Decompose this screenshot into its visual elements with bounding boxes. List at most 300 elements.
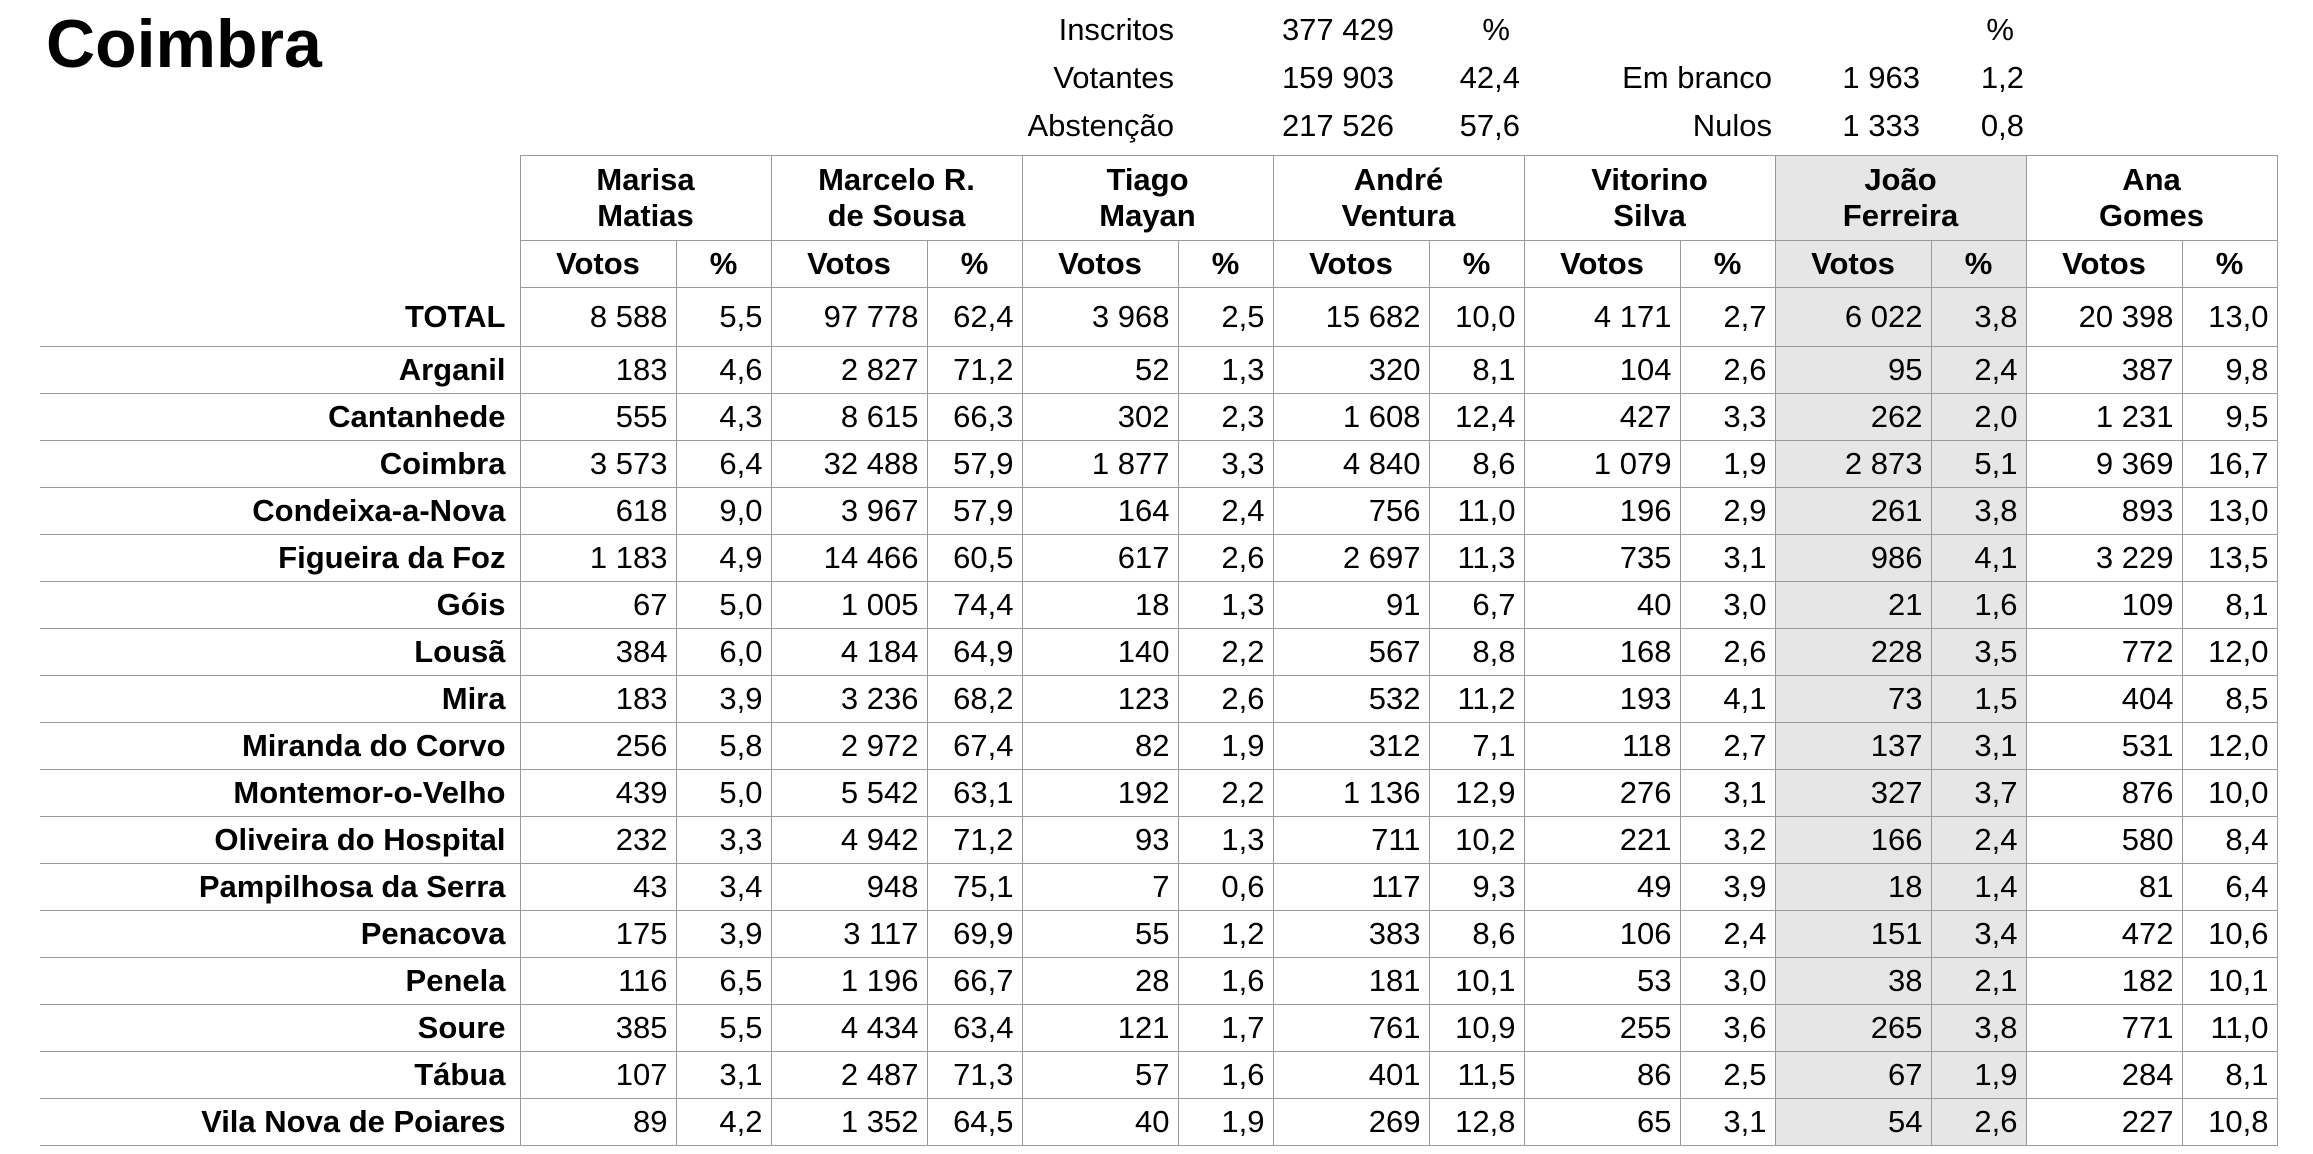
votes-cell: 255 (1524, 1005, 1680, 1052)
votes-cell: 123 (1022, 676, 1178, 723)
percent-cell: 3,1 (1680, 1099, 1775, 1146)
percent-cell: 5,0 (676, 770, 771, 817)
percent-cell: 8,6 (1429, 441, 1524, 488)
percent-cell: 57,9 (927, 488, 1022, 535)
votes-cell: 1 005 (771, 582, 927, 629)
votes-cell: 168 (1524, 629, 1680, 676)
percent-cell: 66,7 (927, 958, 1022, 1005)
percent-cell: 10,1 (1429, 958, 1524, 1005)
percent-cell: 68,2 (927, 676, 1022, 723)
candidate-header-row (40, 156, 2277, 241)
votes-header: Votos (1524, 241, 1680, 288)
votes-cell: 276 (1524, 770, 1680, 817)
nulos-value: 1 333 (1842, 108, 1920, 143)
em-branco-value: 1 963 (1842, 60, 1920, 95)
votes-cell: 876 (2026, 770, 2182, 817)
percent-cell: 5,8 (676, 723, 771, 770)
percent-cell: 4,6 (676, 347, 771, 394)
percent-cell: 63,4 (927, 1005, 1022, 1052)
votes-cell: 320 (1273, 347, 1429, 394)
percent-cell: 1,3 (1178, 347, 1273, 394)
percent-cell: 71,2 (927, 817, 1022, 864)
pct-header: % (927, 241, 1022, 288)
votes-cell: 269 (1273, 1099, 1429, 1146)
percent-cell: 10,8 (2182, 1099, 2277, 1146)
percent-cell: 3,8 (1931, 288, 2026, 347)
votes-cell: 93 (1022, 817, 1178, 864)
row-label: Cantanhede (40, 394, 520, 441)
percent-cell: 5,5 (676, 1005, 771, 1052)
percent-cell: 2,6 (1178, 535, 1273, 582)
votes-cell: 4 434 (771, 1005, 927, 1052)
percent-cell: 11,3 (1429, 535, 1524, 582)
votes-cell: 91 (1273, 582, 1429, 629)
votes-cell: 1 877 (1022, 441, 1178, 488)
votantes-pct: 42,4 (1459, 60, 1520, 95)
percent-cell: 4,9 (676, 535, 771, 582)
votes-cell: 256 (520, 723, 676, 770)
votes-cell: 384 (520, 629, 676, 676)
percent-cell: 3,1 (1680, 770, 1775, 817)
votes-cell: 43 (520, 864, 676, 911)
votes-header: Votos (1775, 241, 1931, 288)
percent-cell: 1,4 (1931, 864, 2026, 911)
candidate-header: Marisa Matias (520, 156, 771, 241)
percent-cell: 13,0 (2182, 488, 2277, 535)
percent-cell: 16,7 (2182, 441, 2277, 488)
pct-header: % (1931, 241, 2026, 288)
percent-cell: 6,5 (676, 958, 771, 1005)
percent-cell: 9,8 (2182, 347, 2277, 394)
votes-cell: 67 (520, 582, 676, 629)
row-label: Figueira da Foz (40, 535, 520, 582)
votes-cell: 8 588 (520, 288, 676, 347)
votantes-value: 159 903 (1281, 60, 1394, 95)
percent-cell: 2,2 (1178, 629, 1273, 676)
percent-cell: 2,7 (1680, 723, 1775, 770)
votes-cell: 261 (1775, 488, 1931, 535)
votes-cell: 82 (1022, 723, 1178, 770)
percent-cell: 8,1 (2182, 1052, 2277, 1099)
percent-cell: 2,2 (1178, 770, 1273, 817)
percent-cell: 2,6 (1680, 347, 1775, 394)
percent-cell: 67,4 (927, 723, 1022, 770)
votes-cell: 227 (2026, 1099, 2182, 1146)
votes-cell: 580 (2026, 817, 2182, 864)
percent-cell: 2,4 (1680, 911, 1775, 958)
percent-cell: 3,0 (1680, 582, 1775, 629)
votes-cell: 86 (1524, 1052, 1680, 1099)
votes-cell: 4 171 (1524, 288, 1680, 347)
pct-header: % (2182, 241, 2277, 288)
percent-cell: 8,5 (2182, 676, 2277, 723)
percent-cell: 5,0 (676, 582, 771, 629)
votes-cell: 3 236 (771, 676, 927, 723)
inscritos-value: 377 429 (1281, 12, 1394, 47)
votes-cell: 1 136 (1273, 770, 1429, 817)
votes-cell: 1 196 (771, 958, 927, 1005)
votes-cell: 151 (1775, 911, 1931, 958)
percent-cell: 10,0 (2182, 770, 2277, 817)
table-row (40, 1099, 2277, 1146)
votes-cell: 181 (1273, 958, 1429, 1005)
percent-cell: 3,9 (676, 676, 771, 723)
row-label: Condeixa-a-Nova (40, 488, 520, 535)
row-label: Soure (40, 1005, 520, 1052)
percent-cell: 3,9 (1680, 864, 1775, 911)
votes-cell: 221 (1524, 817, 1680, 864)
pct-header: % (1680, 241, 1775, 288)
votes-header: Votos (771, 241, 927, 288)
header-blank (40, 156, 520, 241)
percent-cell: 12,9 (1429, 770, 1524, 817)
votes-cell: 532 (1273, 676, 1429, 723)
votes-cell: 986 (1775, 535, 1931, 582)
percent-cell: 3,1 (1680, 535, 1775, 582)
percent-cell: 12,8 (1429, 1099, 1524, 1146)
votes-cell: 40 (1022, 1099, 1178, 1146)
percent-cell: 3,2 (1680, 817, 1775, 864)
percent-cell: 3,8 (1931, 488, 2026, 535)
percent-cell: 2,5 (1680, 1052, 1775, 1099)
votes-cell: 472 (2026, 911, 2182, 958)
votes-cell: 4 840 (1273, 441, 1429, 488)
votes-cell: 192 (1022, 770, 1178, 817)
percent-cell: 8,1 (2182, 582, 2277, 629)
votes-cell: 2 697 (1273, 535, 1429, 582)
votes-cell: 109 (2026, 582, 2182, 629)
percent-cell: 60,5 (927, 535, 1022, 582)
votes-cell: 948 (771, 864, 927, 911)
votes-cell: 81 (2026, 864, 2182, 911)
percent-cell: 2,7 (1680, 288, 1775, 347)
percent-cell: 64,9 (927, 629, 1022, 676)
percent-cell: 4,1 (1931, 535, 2026, 582)
votes-cell: 8 615 (771, 394, 927, 441)
percent-cell: 1,7 (1178, 1005, 1273, 1052)
table-row (40, 347, 2277, 394)
table-row (40, 723, 2277, 770)
votes-cell: 383 (1273, 911, 1429, 958)
row-label: Góis (40, 582, 520, 629)
votes-cell: 32 488 (771, 441, 927, 488)
votes-cell: 771 (2026, 1005, 2182, 1052)
inscritos-label: Inscritos (1058, 12, 1174, 47)
votes-cell: 193 (1524, 676, 1680, 723)
percent-cell: 2,4 (1178, 488, 1273, 535)
votes-cell: 28 (1022, 958, 1178, 1005)
row-label: Tábua (40, 1052, 520, 1099)
votes-cell: 3 968 (1022, 288, 1178, 347)
percent-cell: 11,5 (1429, 1052, 1524, 1099)
em-branco-pct: 1,2 (1980, 60, 2024, 95)
table-row (40, 911, 2277, 958)
nulos-pct: 0,8 (1980, 108, 2024, 143)
votes-cell: 427 (1524, 394, 1680, 441)
table-row (40, 770, 2277, 817)
votes-cell: 1 608 (1273, 394, 1429, 441)
table-row (40, 1052, 2277, 1099)
percent-cell: 3,0 (1680, 958, 1775, 1005)
table-row (40, 817, 2277, 864)
row-label: Pampilhosa da Serra (40, 864, 520, 911)
candidate-header: Ana Gomes (2026, 156, 2277, 241)
percent-cell: 13,0 (2182, 288, 2277, 347)
votes-cell: 183 (520, 676, 676, 723)
percent-cell: 11,0 (1429, 488, 1524, 535)
percent-cell: 8,1 (1429, 347, 1524, 394)
votes-cell: 14 466 (771, 535, 927, 582)
row-label: Miranda do Corvo (40, 723, 520, 770)
candidate-header: André Ventura (1273, 156, 1524, 241)
percent-cell: 74,4 (927, 582, 1022, 629)
votes-cell: 182 (2026, 958, 2182, 1005)
percent-cell: 11,0 (2182, 1005, 2277, 1052)
percent-cell: 3,1 (676, 1052, 771, 1099)
votes-cell: 53 (1524, 958, 1680, 1005)
votes-cell: 118 (1524, 723, 1680, 770)
percent-cell: 10,6 (2182, 911, 2277, 958)
row-label: Oliveira do Hospital (40, 817, 520, 864)
votes-cell: 54 (1775, 1099, 1931, 1146)
results-table (40, 155, 2278, 1146)
percent-cell: 1,6 (1178, 1052, 1273, 1099)
percent-cell: 10,0 (1429, 288, 1524, 347)
percent-cell: 4,1 (1680, 676, 1775, 723)
votes-cell: 2 873 (1775, 441, 1931, 488)
row-label: Vila Nova de Poiares (40, 1099, 520, 1146)
table-row (40, 958, 2277, 1005)
candidate-header: Tiago Mayan (1022, 156, 1273, 241)
percent-cell: 8,6 (1429, 911, 1524, 958)
votes-cell: 97 778 (771, 288, 927, 347)
votes-cell: 4 184 (771, 629, 927, 676)
percent-cell: 2,0 (1931, 394, 2026, 441)
votes-cell: 121 (1022, 1005, 1178, 1052)
votes-cell: 385 (520, 1005, 676, 1052)
percent-cell: 10,9 (1429, 1005, 1524, 1052)
votes-cell: 1 352 (771, 1099, 927, 1146)
percent-cell: 6,7 (1429, 582, 1524, 629)
votes-cell: 711 (1273, 817, 1429, 864)
votes-header: Votos (2026, 241, 2182, 288)
percent-cell: 3,8 (1931, 1005, 2026, 1052)
votes-cell: 2 972 (771, 723, 927, 770)
results-body (40, 288, 2277, 1146)
votes-header: Votos (1022, 241, 1178, 288)
percent-cell: 8,8 (1429, 629, 1524, 676)
votes-cell: 3 117 (771, 911, 927, 958)
pct-header: % (676, 241, 771, 288)
votes-cell: 4 942 (771, 817, 927, 864)
votes-cell: 284 (2026, 1052, 2182, 1099)
em-branco-label: Em branco (1622, 60, 1772, 95)
percent-cell: 12,0 (2182, 629, 2277, 676)
percent-cell: 1,2 (1178, 911, 1273, 958)
percent-cell: 12,0 (2182, 723, 2277, 770)
votes-cell: 265 (1775, 1005, 1931, 1052)
percent-cell: 57,9 (927, 441, 1022, 488)
votes-cell: 3 229 (2026, 535, 2182, 582)
percent-cell: 9,5 (2182, 394, 2277, 441)
percent-cell: 1,3 (1178, 582, 1273, 629)
percent-cell: 2,3 (1178, 394, 1273, 441)
table-row (40, 629, 2277, 676)
votes-cell: 117 (1273, 864, 1429, 911)
votes-cell: 893 (2026, 488, 2182, 535)
table-row (40, 488, 2277, 535)
percent-cell: 2,9 (1680, 488, 1775, 535)
votes-cell: 617 (1022, 535, 1178, 582)
candidate-header: Marcelo R. de Sousa (771, 156, 1022, 241)
percent-cell: 0,6 (1178, 864, 1273, 911)
votes-cell: 40 (1524, 582, 1680, 629)
votes-cell: 1 183 (520, 535, 676, 582)
percent-cell: 64,5 (927, 1099, 1022, 1146)
votes-cell: 1 079 (1524, 441, 1680, 488)
votes-cell: 439 (520, 770, 676, 817)
percent-cell: 1,9 (1178, 723, 1273, 770)
percent-cell: 71,2 (927, 347, 1022, 394)
votes-cell: 95 (1775, 347, 1931, 394)
percent-cell: 3,5 (1931, 629, 2026, 676)
percent-cell: 2,6 (1178, 676, 1273, 723)
percent-cell: 10,2 (1429, 817, 1524, 864)
row-label: Penacova (40, 911, 520, 958)
percent-cell: 1,9 (1680, 441, 1775, 488)
pct-header-1: % (1482, 12, 1510, 47)
percent-cell: 3,3 (676, 817, 771, 864)
votes-cell: 38 (1775, 958, 1931, 1005)
votes-cell: 183 (520, 347, 676, 394)
votes-cell: 327 (1775, 770, 1931, 817)
percent-cell: 7,1 (1429, 723, 1524, 770)
votes-cell: 196 (1524, 488, 1680, 535)
percent-cell: 1,6 (1178, 958, 1273, 1005)
percent-cell: 3,4 (676, 864, 771, 911)
percent-cell: 2,1 (1931, 958, 2026, 1005)
percent-cell: 2,5 (1178, 288, 1273, 347)
percent-cell: 66,3 (927, 394, 1022, 441)
percent-cell: 69,9 (927, 911, 1022, 958)
percent-cell: 3,1 (1931, 723, 2026, 770)
row-label: Penela (40, 958, 520, 1005)
votes-cell: 312 (1273, 723, 1429, 770)
abstencao-label: Abstenção (1027, 108, 1174, 143)
votes-cell: 89 (520, 1099, 676, 1146)
votes-cell: 5 542 (771, 770, 927, 817)
pct-header-2: % (1986, 12, 2014, 47)
percent-cell: 5,5 (676, 288, 771, 347)
row-label: Coimbra (40, 441, 520, 488)
votes-cell: 21 (1775, 582, 1931, 629)
votes-cell: 55 (1022, 911, 1178, 958)
table-row (40, 1005, 2277, 1052)
votes-cell: 2 827 (771, 347, 927, 394)
votes-cell: 761 (1273, 1005, 1429, 1052)
votes-cell: 302 (1022, 394, 1178, 441)
votes-cell: 531 (2026, 723, 2182, 770)
votes-cell: 116 (520, 958, 676, 1005)
percent-cell: 1,9 (1178, 1099, 1273, 1146)
percent-cell: 1,9 (1931, 1052, 2026, 1099)
percent-cell: 3,4 (1931, 911, 2026, 958)
percent-cell: 11,2 (1429, 676, 1524, 723)
votes-header: Votos (1273, 241, 1429, 288)
votes-cell: 2 487 (771, 1052, 927, 1099)
votes-cell: 772 (2026, 629, 2182, 676)
subheader-row (40, 241, 2277, 288)
votes-cell: 6 022 (1775, 288, 1931, 347)
votes-cell: 618 (520, 488, 676, 535)
percent-cell: 63,1 (927, 770, 1022, 817)
votes-cell: 65 (1524, 1099, 1680, 1146)
votes-cell: 166 (1775, 817, 1931, 864)
votes-cell: 401 (1273, 1052, 1429, 1099)
candidate-header: Vitorino Silva (1524, 156, 1775, 241)
votes-cell: 1 231 (2026, 394, 2182, 441)
abstencao-pct: 57,6 (1459, 108, 1520, 143)
votes-cell: 555 (520, 394, 676, 441)
votes-cell: 387 (2026, 347, 2182, 394)
votes-cell: 404 (2026, 676, 2182, 723)
votes-cell: 137 (1775, 723, 1931, 770)
votes-cell: 18 (1022, 582, 1178, 629)
votes-cell: 52 (1022, 347, 1178, 394)
percent-cell: 6,4 (676, 441, 771, 488)
percent-cell: 9,0 (676, 488, 771, 535)
votes-cell: 7 (1022, 864, 1178, 911)
votes-cell: 164 (1022, 488, 1178, 535)
percent-cell: 2,4 (1931, 817, 2026, 864)
percent-cell: 4,3 (676, 394, 771, 441)
votes-cell: 15 682 (1273, 288, 1429, 347)
pct-header: % (1178, 241, 1273, 288)
votes-cell: 140 (1022, 629, 1178, 676)
table-row (40, 676, 2277, 723)
percent-cell: 3,9 (676, 911, 771, 958)
votantes-label: Votantes (1053, 60, 1174, 95)
votes-cell: 9 369 (2026, 441, 2182, 488)
percent-cell: 2,4 (1931, 347, 2026, 394)
row-label: Arganil (40, 347, 520, 394)
votes-cell: 232 (520, 817, 676, 864)
table-row (40, 864, 2277, 911)
percent-cell: 1,6 (1931, 582, 2026, 629)
percent-cell: 62,4 (927, 288, 1022, 347)
abstencao-value: 217 526 (1281, 108, 1394, 143)
votes-cell: 756 (1273, 488, 1429, 535)
percent-cell: 6,4 (2182, 864, 2277, 911)
percent-cell: 9,3 (1429, 864, 1524, 911)
row-label: Montemor-o-Velho (40, 770, 520, 817)
candidate-header-highlighted: João Ferreira (1775, 156, 2026, 241)
percent-cell: 3,3 (1680, 394, 1775, 441)
total-row (40, 288, 2277, 347)
percent-cell: 5,1 (1931, 441, 2026, 488)
votes-cell: 20 398 (2026, 288, 2182, 347)
percent-cell: 71,3 (927, 1052, 1022, 1099)
votes-cell: 3 573 (520, 441, 676, 488)
votes-cell: 107 (520, 1052, 676, 1099)
percent-cell: 1,3 (1178, 817, 1273, 864)
table-row (40, 535, 2277, 582)
nulos-label: Nulos (1692, 108, 1772, 143)
pct-header: % (1429, 241, 1524, 288)
votes-cell: 175 (520, 911, 676, 958)
percent-cell: 2,6 (1680, 629, 1775, 676)
votes-cell: 49 (1524, 864, 1680, 911)
